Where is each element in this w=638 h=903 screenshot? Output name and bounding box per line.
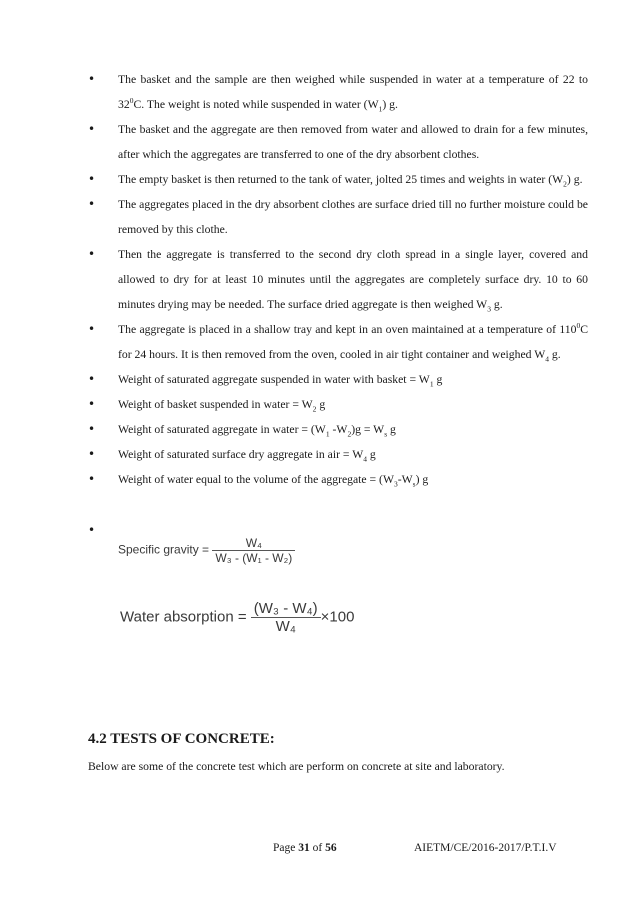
water-absorption-label: Water absorption = — [120, 608, 247, 626]
bullet-item: • Weight of saturated aggregate suspended in water with basket = $W_1$ g — [88, 367, 588, 392]
document-reference: AIETM/CE/2016-2017/P.T.I.V — [414, 842, 557, 854]
page-footer-number — [273, 842, 337, 854]
bullet-item: • The basket and the sample are then weighed while suspended in water at a temperature of 22 to $32^0C$. The weight is noted while suspended in water $(W_1)$ g. — [88, 67, 588, 117]
section-intro: Below are some of the concrete test which are perform on concrete at site and laboratory. — [88, 760, 505, 773]
bullet-item: • The aggregate is placed in a shallow tray and kept in an oven maintained at a temperature of $110^0C$ for 24 hours. It is then removed from the oven, cooled in air tight container and weighed $W_4$ g. — [88, 317, 588, 367]
water-absorption-multiplier: ×100 — [320, 608, 355, 626]
bullet-list — [88, 67, 588, 518]
bullet-item: • Weight of basket suspended in water = $W_2$ g — [88, 392, 588, 417]
specific-gravity-formula — [118, 536, 295, 565]
bullet-item: • Weight of water equal to the volume of the aggregate = $(W_3-W_s)$ g — [88, 467, 588, 492]
page-prefix: Page — [273, 842, 299, 854]
water-absorption-fraction — [251, 600, 321, 635]
bullet-item: • Weight of saturated aggregate in water = ($W_1$ $-W_2)g = W_s$ g — [88, 417, 588, 442]
water-absorption-numerator: (W₃ - W₄) — [251, 600, 321, 618]
bullet-item: • Weight of saturated surface dry aggregate in air = $W_4$ g — [88, 442, 588, 467]
page-of: of — [309, 842, 326, 854]
specific-gravity-label: Specific gravity = — [118, 542, 210, 557]
specific-gravity-numerator: W₄ — [212, 536, 295, 551]
bullet-item: • The basket and the aggregate are then removed from water and allowed to drain for a few minutes, after which the aggregates are transferred to one of the dry absorbent clothes. — [88, 117, 588, 167]
specific-gravity-fraction — [212, 536, 295, 565]
bullet-item: • The empty basket is then returned to the tank of water, jolted 25 times and weights in water $(W_2)$ g. — [88, 167, 588, 192]
specific-gravity-denominator: W₃ - (W₁ - W₂) — [215, 551, 293, 565]
page-total: 56 — [325, 842, 337, 854]
page-number: 31 — [298, 842, 310, 854]
section-heading: 4.2 TESTS OF CONCRETE: — [88, 731, 275, 747]
water-absorption-formula — [120, 600, 354, 635]
bullet-item: • The aggregates placed in the dry absorbent clothes are surface dried till no further moisture could be removed by this clothe. — [88, 192, 588, 242]
bullet-item: • Then the aggregate is transferred to the second dry cloth spread in a single layer, covered and allowed to dry for at least 10 minutes until the aggregates are completely surface dry. 10 to 60 minutes drying may be needed. The surface dried aggregate is then weighed $W_3$ g. — [88, 242, 588, 317]
water-absorption-denominator: W₄ — [275, 618, 296, 635]
